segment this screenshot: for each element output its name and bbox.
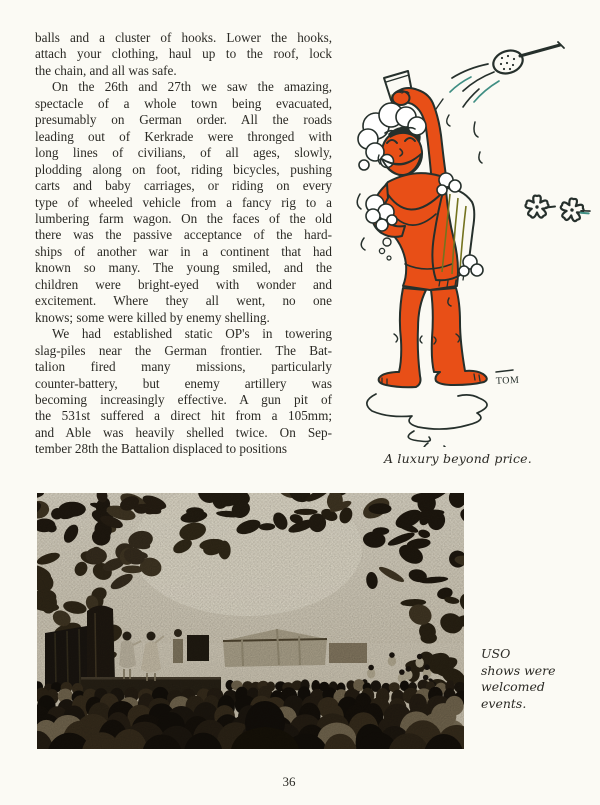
photo-caption	[481, 646, 556, 712]
text-line: attach your clothing, haul up to the roof, lock	[35, 46, 332, 62]
text-line: children were bright-eyed with wonder and	[35, 276, 332, 292]
text-line: plodding along on foot, riding bicycles, pushing	[35, 161, 332, 177]
bather-figure	[357, 71, 487, 387]
text-line: balls and a cluster of hooks. Lower the hooks,	[35, 30, 332, 45]
caption-line: events.	[481, 695, 527, 711]
text-line: the 531st suffered a direct hit from a 105mm;	[35, 408, 332, 424]
faucet-knobs	[526, 196, 592, 223]
text-line: the chain, and all was safe.	[35, 62, 177, 78]
text-line: slag-piles near the German frontier. The Bat-	[35, 342, 332, 358]
puddle	[367, 394, 487, 447]
cartoon-caption: A luxury beyond price.	[384, 451, 532, 466]
text-line: carts and baby carriages, or riding on every	[35, 178, 332, 194]
text-line: there was the passive acceptance of the hard-	[35, 227, 332, 243]
text-line: leading out of Kerkrade were thronged with	[35, 128, 332, 144]
caption-line: USO	[481, 646, 511, 661]
text-line: becoming increasingly effective. A gun pit of	[35, 391, 332, 407]
shower-cartoon-illustration	[330, 22, 595, 447]
uso-show-photo	[37, 493, 464, 749]
artist-signature	[496, 370, 520, 387]
text-line: lumbering farm wagon. On the faces of the old	[35, 210, 332, 226]
shower-head	[490, 42, 564, 77]
text-line: We had established static OP's in towering	[52, 326, 332, 342]
text-line: and Able was heavily shelled twice. On Sep-	[35, 424, 332, 440]
article-text	[35, 30, 332, 458]
caption-line: welcomed	[481, 679, 545, 694]
water-spray	[434, 64, 499, 126]
page-number: 36	[282, 774, 296, 789]
text-line: ships of another war in a continent that had	[35, 243, 332, 259]
text-line: spectacle of a whole town being evacuated,	[35, 95, 332, 111]
text-line: excitement. Where they all went, no one	[35, 293, 332, 309]
text-line: known so many. The young smiled, and the	[35, 260, 332, 276]
caption-line: shows were	[481, 662, 556, 678]
text-line: counter-battery, but enemy artillery was	[35, 375, 332, 391]
text-line: talion fired many missions, particularly	[35, 359, 332, 375]
text-line: knows; some were killed by enemy shelling.	[35, 309, 270, 325]
text-line: long lines of civilians, of all ages, slowly,	[35, 145, 332, 161]
signature-text: TOM	[495, 374, 520, 387]
text-line: On the 26th and 27th we saw the amazing,	[52, 79, 332, 95]
text-line: type of wheeled vehicle from a fancy rig to a	[35, 194, 332, 210]
text-line: presumably on German order. All the roads	[35, 112, 332, 128]
text-line: tember 28th the Battalion displaced to positions	[35, 441, 287, 457]
